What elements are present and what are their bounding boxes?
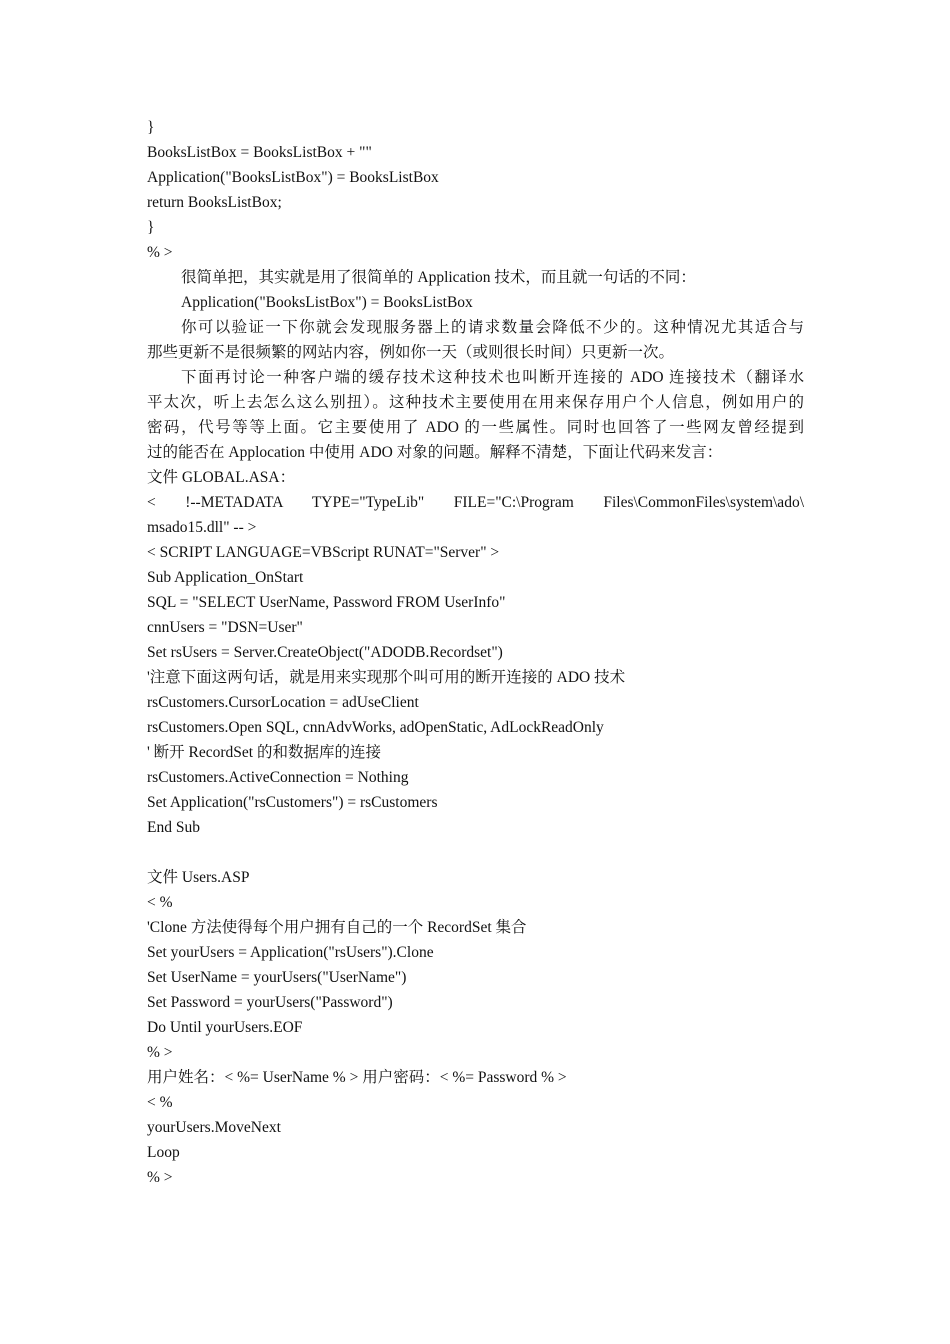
code-comment: ' 断开 RecordSet 的和数据库的连接 — [147, 744, 381, 761]
code-line: BooksListBox = BooksListBox + "" — [147, 144, 372, 161]
file-label-users-asp: 文件 Users.ASP — [147, 869, 250, 886]
code-line: % > — [147, 1044, 173, 1061]
code-line: msado15.dll" -- > — [147, 519, 257, 536]
code-line: Set yourUsers = Application("rsUsers").Clone — [147, 944, 434, 961]
code-line: rsCustomers.ActiveConnection = Nothing — [147, 769, 409, 786]
paragraph-line: 那些更新不是很频繁的网站内容，例如你一天（或则很长时间）只更新一次。 — [147, 344, 675, 361]
code-line: % > — [147, 244, 173, 261]
code-block-users-asp — [147, 890, 804, 1190]
code-comment: 'Clone 方法使得每个用户拥有自己的一个 RecordSet 集合 — [147, 919, 527, 936]
paragraph-line: 密码，代号等等上面。它主要使用了 ADO 的一些属性。同时也回答了一些网友曾经提到 — [147, 419, 804, 436]
code-line: % > — [147, 1169, 173, 1186]
code-line: Loop — [147, 1144, 180, 1161]
paragraph-line: 下面再讨论一种客户端的缓存技术这种技术也叫断开连接的 ADO 连接技术（翻译水 — [181, 369, 804, 386]
code-line: Set Application("rsCustomers") = rsCustomers — [147, 794, 438, 811]
code-line: return BooksListBox; — [147, 194, 282, 211]
code-line: < !--METADATA TYPE="TypeLib" FILE="C:\Program Files\CommonFiles\system\ado\ — [147, 494, 804, 511]
code-comment: '注意下面这两句话，就是用来实现那个叫可用的断开连接的 ADO 技术 — [147, 669, 626, 686]
code-line: } — [147, 119, 155, 136]
paragraph-line: 过的能否在 Applocation 中使用 ADO 对象的问题。解释不清楚，下面让代码来发言： — [147, 444, 723, 461]
paragraph-disconnected-ado — [147, 365, 804, 465]
document-page — [147, 115, 804, 1190]
code-line: Set UserName = yourUsers("UserName") — [147, 969, 407, 986]
paragraph-verify — [147, 315, 804, 365]
code-block-top — [147, 115, 804, 265]
paragraph-application-code: Application("BooksListBox") = BooksListBox — [181, 294, 473, 311]
blank-line — [147, 840, 804, 865]
code-block-global-asa — [147, 540, 804, 840]
metadata-directive — [147, 490, 804, 540]
paragraph-line: 你可以验证一下你就会发现服务器上的请求数量会降低不少的。这种情况尤其适合与 — [181, 319, 804, 336]
code-line: Set rsUsers = Server.CreateObject("ADODB.Recordset") — [147, 644, 503, 661]
code-line: < % — [147, 1094, 173, 1111]
paragraph-application-intro: 很简单把，其实就是用了很简单的 Application 技术，而且就一句话的不同： — [181, 269, 696, 286]
code-line: < SCRIPT LANGUAGE=VBScript RUNAT="Server" > — [147, 544, 500, 561]
code-line: < % — [147, 894, 173, 911]
code-line: 用户姓名：< %= UserName % > 用户密码：< %= Password % > — [147, 1069, 567, 1086]
code-line: } — [147, 219, 155, 236]
code-line: Sub Application_OnStart — [147, 569, 304, 586]
code-line: SQL = "SELECT UserName, Password FROM UserInfo" — [147, 594, 506, 611]
code-line: rsCustomers.CursorLocation = adUseClient — [147, 694, 419, 711]
code-line: cnnUsers = "DSN=User" — [147, 619, 303, 636]
code-line: rsCustomers.Open SQL, cnnAdvWorks, adOpenStatic, AdLockReadOnly — [147, 719, 604, 736]
code-line: Do Until yourUsers.EOF — [147, 1019, 303, 1036]
paragraph-line: 平太次，听上去怎么这么别扭）。这种技术主要使用在用来保存用户个人信息，例如用户的 — [147, 394, 804, 411]
code-line: yourUsers.MoveNext — [147, 1119, 281, 1136]
code-line: End Sub — [147, 819, 200, 836]
file-label-global-asa: 文件 GLOBAL.ASA： — [147, 469, 296, 486]
code-line: Application("BooksListBox") = BooksListBox — [147, 169, 439, 186]
code-line: Set Password = yourUsers("Password") — [147, 994, 393, 1011]
